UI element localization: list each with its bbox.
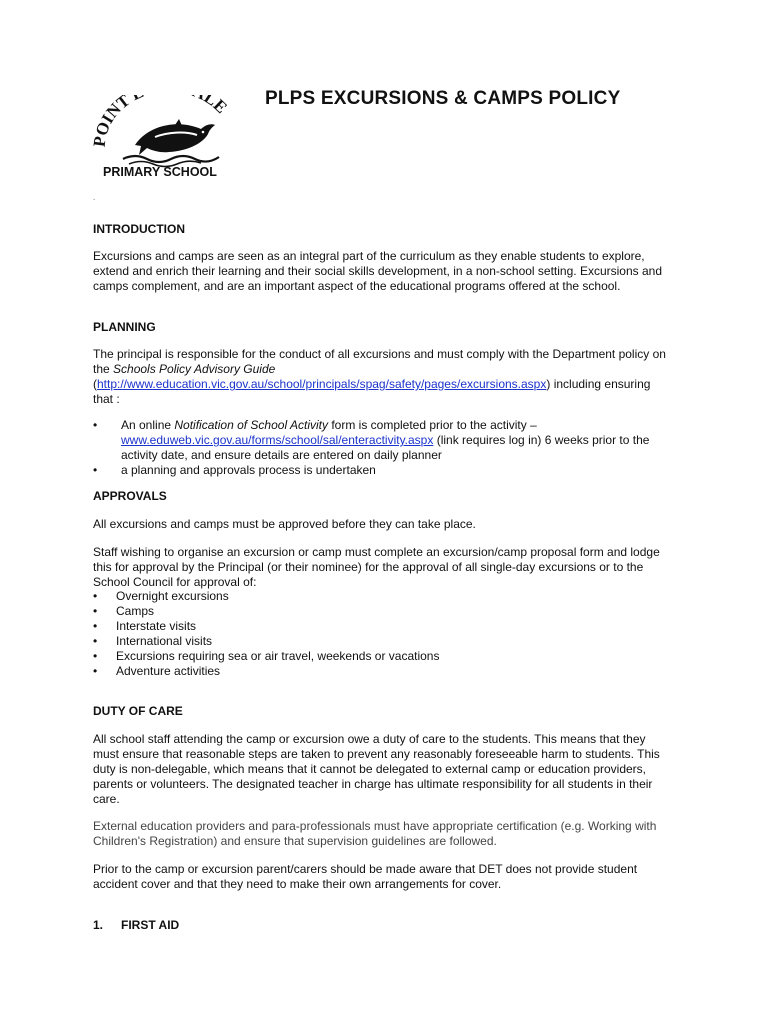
duty-paragraph-3: Prior to the camp or excursion parent/carers should be made aware that DET does not provide student accident cover and that they need to make their own arrangements for cover. bbox=[93, 862, 638, 891]
policy-guide-title: Schools Policy Advisory Guide bbox=[113, 362, 276, 376]
school-logo bbox=[93, 95, 243, 180]
intro-heading: INTRODUCTION bbox=[93, 222, 185, 236]
approvals-paragraph-1: All excursions and camps must be approved before they can take place. bbox=[93, 517, 476, 531]
list-item: • International visits bbox=[93, 634, 683, 649]
planning-paragraph: The principal is responsible for the conduct of all excursions and must comply with the Department policy on the Schools Policy Advisory Guide (http://www.education.vic.gov.au/school/principals/spag/safety/pages/excursions.aspx) including ensuring that : bbox=[93, 347, 666, 406]
logo-arc-text: OINT LE bbox=[93, 95, 231, 139]
duty-paragraph-2: External education providers and para-professionals must have appropriate certification (e.g. Working with Children's Registration) and ensure that supervision guidelines are followed. bbox=[93, 819, 657, 848]
approvals-paragraph-2: Staff wishing to organise an excursion or camp must complete an excursion/camp proposal form and lodge this for approval by the Principal (or their nominee) for the approval of all single-day excursions or to the School Council for approval of: bbox=[93, 545, 660, 589]
list-item: • Adventure activities bbox=[93, 664, 683, 679]
list-item: • Camps bbox=[93, 604, 683, 619]
list-item: • a planning and approvals process is undertaken bbox=[93, 463, 683, 478]
document-title: PLPS EXCURSIONS & CAMPS POLICY bbox=[265, 88, 621, 109]
planning-bullet-list bbox=[93, 418, 683, 478]
first-aid-heading: FIRST AID bbox=[121, 918, 180, 932]
policy-guide-link[interactable]: http://www.education.vic.gov.au/school/principals/spag/safety/pages/excursions.aspx bbox=[97, 377, 547, 391]
dolphin-logo-graphic bbox=[93, 95, 243, 180]
intro-paragraph: Excursions and camps are seen as an integral part of the curriculum as they enable students to explore, extend and enrich their learning and their social skills development, in a non-school setting. Excursions and camps complement, and are an important aspect of the educational programs offered at the school. bbox=[93, 249, 662, 293]
activity-form-link[interactable]: www.eduweb.vic.gov.au/forms/school/sal/enteractivity.aspx bbox=[121, 433, 434, 447]
approvals-list bbox=[93, 589, 683, 679]
first-aid-number: 1. bbox=[93, 918, 104, 932]
approvals-heading: APPROVALS bbox=[93, 489, 167, 503]
stray-mark: . bbox=[93, 193, 96, 202]
planning-heading: PLANNING bbox=[93, 320, 156, 334]
logo-school-name: PRIMARY SCHOOL bbox=[103, 165, 217, 179]
duty-heading: DUTY OF CARE bbox=[93, 704, 183, 718]
list-item: • Excursions requiring sea or air travel, weekends or vacations bbox=[93, 649, 683, 664]
list-item: • Overnight excursions bbox=[93, 589, 683, 604]
list-item: • An online Notification of School Activity form is completed prior to the activity – www.eduweb.vic.gov.au/forms/school/sal/enteractivity.aspx (link requires log in) 6 weeks prior to the activity date, and ensure details are entered on daily planner bbox=[93, 418, 683, 463]
duty-paragraph-1: All school staff attending the camp or excursion owe a duty of care to the students. This means that they must ensure that reasonable steps are taken to prevent any reasonably foreseeable harm to students. This duty is non-delegable, which means that it cannot be delegated to external camp or education providers, parents or volunteers. The designated teacher in charge has ultimate responsibility for all students in their care. bbox=[93, 732, 660, 806]
dolphin-body bbox=[135, 124, 215, 155]
list-item: • Interstate visits bbox=[93, 619, 683, 634]
